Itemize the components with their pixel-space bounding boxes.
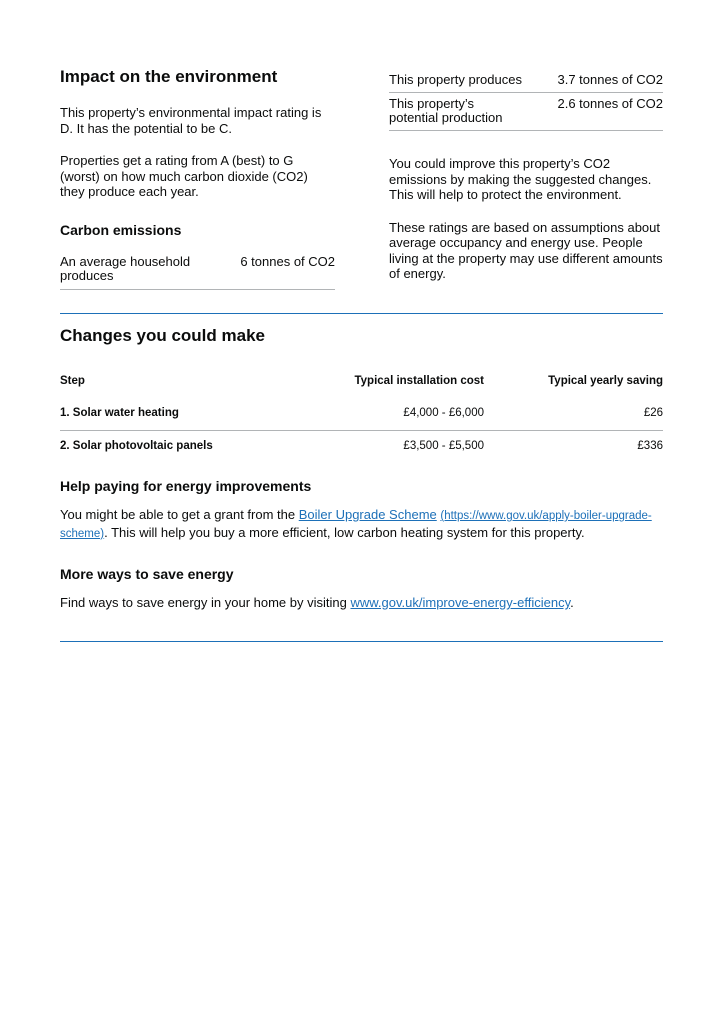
assumption-text: These ratings are based on assumptions about average occupancy and energy use. People living at the property may use different amounts of energy.	[389, 219, 663, 281]
divider	[389, 130, 663, 131]
property-produces-value: 3.7 tonnes of CO2	[557, 72, 663, 87]
header-cost: Typical installation cost	[354, 375, 484, 387]
table-row	[60, 403, 663, 423]
divider	[60, 289, 335, 290]
row-cost: £3,500 - £5,500	[403, 440, 484, 452]
row-step: 1. Solar water heating	[60, 407, 179, 419]
section-divider	[60, 313, 663, 314]
environment-right-column	[389, 66, 663, 282]
more-ways-text-before: Find ways to save energy in your home by visiting	[60, 595, 351, 610]
help-title: Help paying for energy improvements	[60, 478, 312, 494]
changes-title: Changes you could make	[60, 326, 265, 345]
property-produces-row	[389, 73, 663, 87]
rating-text: This property’s environmental impact rating is D. It has the potential to be C.	[60, 105, 322, 136]
environment-title: Impact on the environment	[60, 67, 278, 86]
improve-energy-efficiency-link[interactable]: www.gov.uk/improve-energy-efficiency	[350, 595, 571, 610]
table-header-row	[60, 371, 663, 391]
divider	[60, 430, 663, 431]
potential-production-row	[389, 97, 663, 125]
more-ways-text	[60, 595, 663, 611]
improve-text: You could improve this property’s CO2 emissions by making the suggested changes. This will help to protect the environment.	[389, 156, 652, 202]
average-household-row	[60, 255, 335, 283]
help-text	[60, 507, 663, 542]
boiler-upgrade-url-link[interactable]: (https://www.gov.uk/apply-boiler-upgrade-scheme)	[60, 510, 652, 540]
environment-left-column	[60, 66, 335, 290]
table-row	[60, 436, 663, 456]
help-text-before: You might be able to get a grant from the	[60, 507, 299, 522]
divider	[389, 92, 663, 93]
row-saving: £26	[643, 407, 663, 419]
help-text-after: . This will help you buy a more efficient, low carbon heating system for this property.	[104, 524, 585, 540]
rating-explanation: Properties get a rating from A (best) to G (worst) on how much carbon dioxide (CO2) they produce each year.	[60, 153, 308, 199]
average-household-value: 6 tonnes of CO2	[240, 253, 335, 269]
row-saving: £336	[637, 440, 663, 452]
boiler-upgrade-link[interactable]: Boiler Upgrade Scheme	[298, 507, 437, 522]
property-produces-label: This property produces	[389, 72, 522, 87]
potential-production-value: 2.6 tonnes of CO2	[557, 96, 663, 111]
carbon-emissions-title: Carbon emissions	[60, 221, 182, 238]
section-divider	[60, 641, 663, 642]
header-step: Step	[60, 375, 85, 387]
more-ways-text-after: .	[570, 595, 574, 610]
more-ways-title: More ways to save energy	[60, 566, 234, 582]
average-household-label: An average household produces	[60, 253, 191, 283]
row-cost: £4,000 - £6,000	[403, 407, 484, 419]
row-step: 2. Solar photovoltaic panels	[60, 440, 213, 452]
header-saving: Typical yearly saving	[548, 375, 663, 387]
potential-production-label: This property’s potential production	[389, 96, 503, 125]
changes-table	[60, 371, 663, 456]
